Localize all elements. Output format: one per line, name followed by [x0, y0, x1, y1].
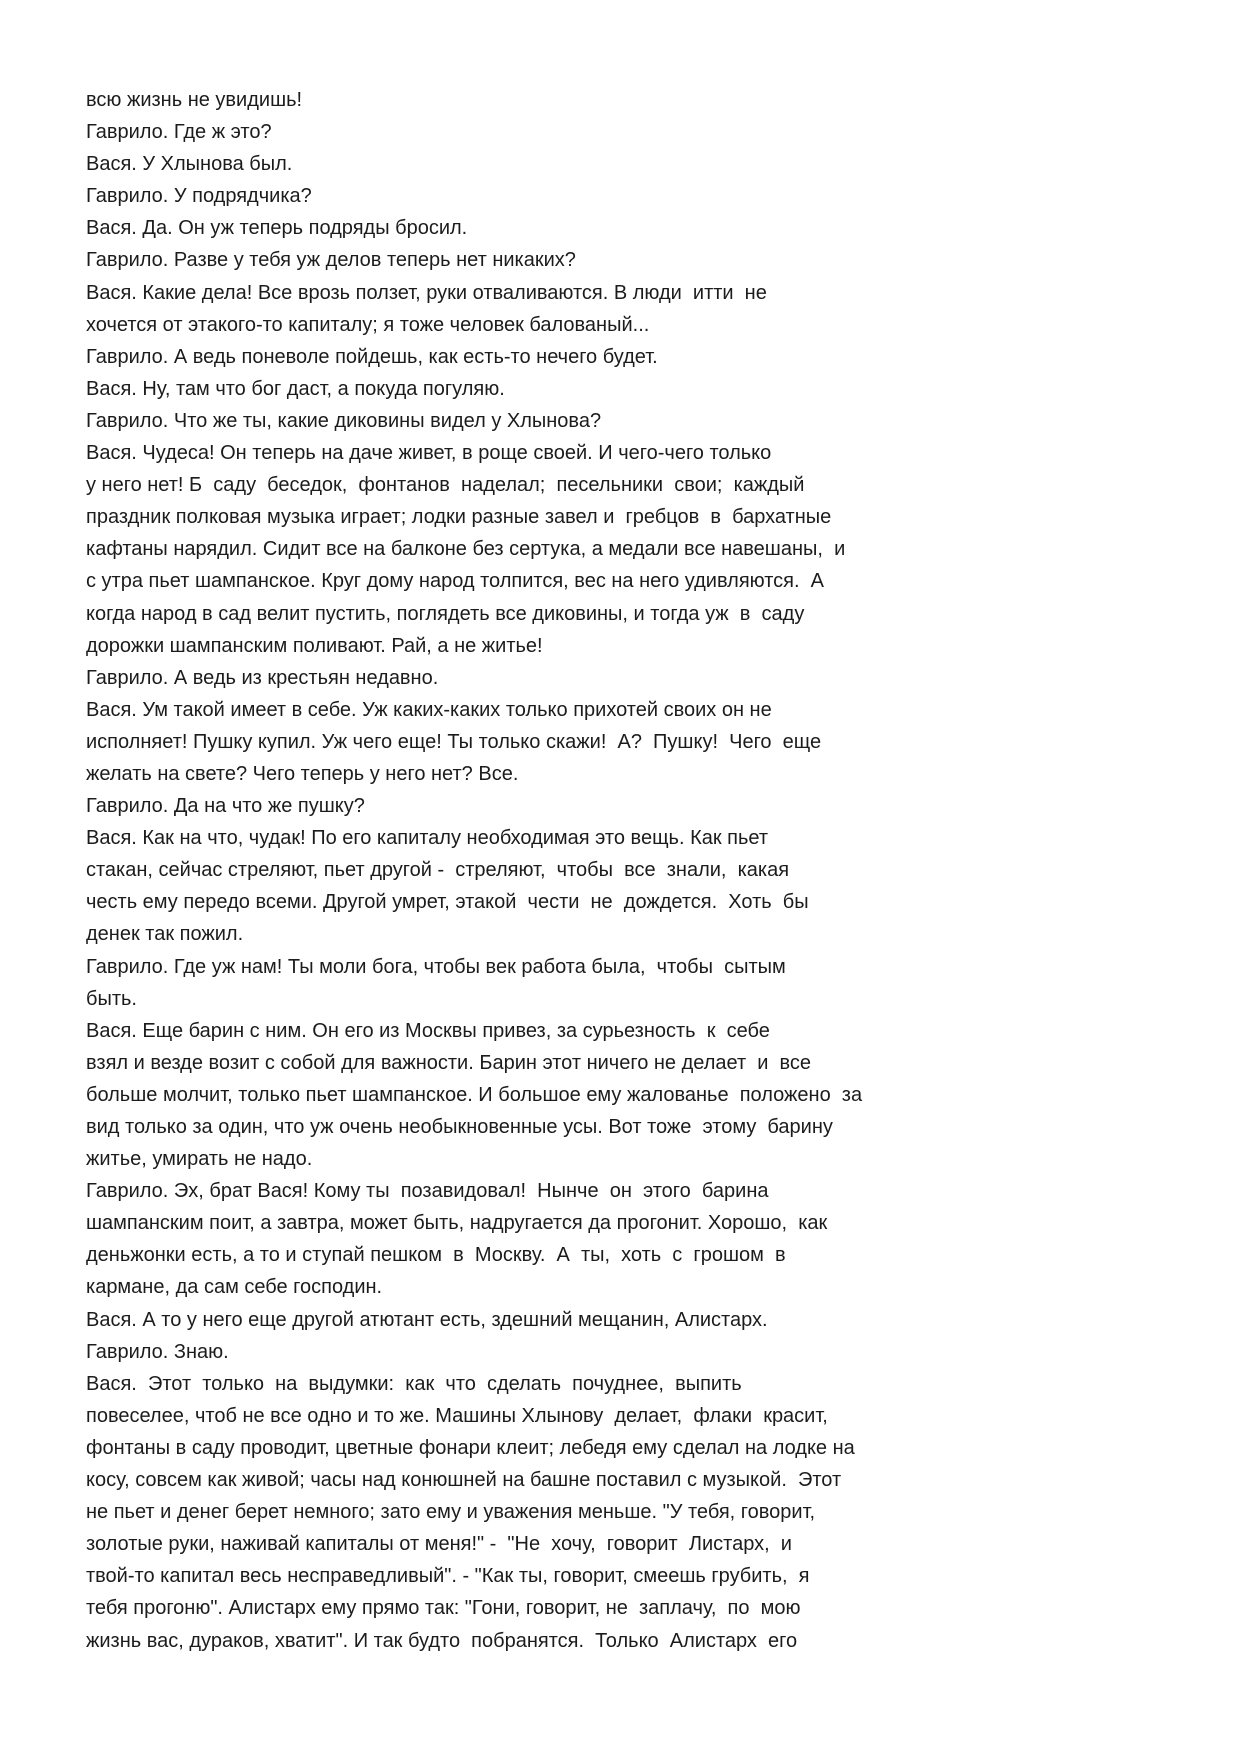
text-line: Гаврило. Эх, брат Вася! Кому ты позавидовал! Нынче он этого барина — [86, 1180, 769, 1203]
text-line: Вася. Ну, там что бог даст, а покуда погуляю. — [86, 377, 505, 400]
text-line: Вася. Ум такой имеет в себе. Уж каких-каких только прихотей своих он не — [86, 698, 772, 721]
text-line: с утра пьет шампанское. Круг дому народ толпится, вес на него удивляются. А — [86, 570, 824, 593]
text-line: взял и везде возит с собой для важности. Барин этот ничего не делает и все — [86, 1051, 812, 1074]
text-line: золотые руки, наживай капиталы от меня!" - "Не хочу, говорит Листарх, и — [86, 1533, 792, 1556]
text-line: больше молчит, только пьет шампанское. И большое ему жалованье положено за — [86, 1083, 863, 1106]
text-line: вид только за один, что уж очень необыкновенные усы. Вот тоже этому барину — [86, 1116, 833, 1138]
text-line: кармане, да сам себе господин. — [86, 1276, 383, 1299]
text-line: повеселее, чтоб не все одно и то же. Машины Хлынову делает, флаки красит, — [86, 1404, 828, 1427]
text-line: быть. — [86, 987, 137, 1010]
text-line: Вася. Этот только на выдумки: как что сделать почуднее, выпить — [86, 1372, 742, 1395]
text-line: Гаврило. У подрядчика? — [86, 185, 312, 208]
text-line: стакан, сейчас стреляют, пьет другой - стреляют, чтобы все знали, какая — [86, 859, 790, 882]
text-line: жизнь вас, дураков, хватит". И так будто побранятся. Только Алистарх его — [86, 1629, 798, 1652]
text-line: фонтаны в саду проводит, цветные фонари клеит; лебедя ему сделал на лодке на — [86, 1436, 855, 1459]
text-line: у него нет! Б саду беседок, фонтанов наделал; песельники свои; каждый — [86, 474, 805, 497]
text-line: Гаврило. А ведь поневоле пойдешь, как есть-то нечего будет. — [86, 345, 658, 368]
text-line: Гаврило. Что же ты, какие диковины видел у Хлынова? — [86, 409, 602, 432]
text-line: не пьет и денег берет немного; зато ему и уважения меньше. "У тебя, говорит, — [86, 1501, 816, 1524]
text-line: исполняет! Пушку купил. Уж чего еще! Ты только скажи! А? Пушку! Чего еще — [86, 730, 822, 753]
text-line: когда народ в сад велит пустить, поглядеть все диковины, и тогда уж в саду — [86, 602, 805, 625]
document-text — [86, 84, 1186, 1657]
text-line: денек так пожил. — [86, 923, 244, 946]
text-line: Вася. А то у него еще другой атютант есть, здешний мещанин, Алистарх. — [86, 1308, 768, 1331]
text-line: Вася. У Хлынова был. — [86, 153, 293, 176]
text-line: всю жизнь не увидишь! — [86, 89, 303, 111]
text-line: Гаврило. Знаю. — [86, 1340, 229, 1363]
text-line: честь ему передо всеми. Другой умрет, этакой чести не дождется. Хоть бы — [86, 891, 809, 914]
text-line: Вася. Еще барин с ним. Он его из Москвы привез, за сурьезность к себе — [86, 1019, 770, 1042]
text-line: шампанским поит, а завтра, может быть, надругается да прогонит. Хорошо, как — [86, 1212, 828, 1235]
text-line: Вася. Да. Он уж теперь подряды бросил. — [86, 217, 468, 240]
text-line: тебя прогоню". Алистарх ему прямо так: "Гони, говорит, не заплачу, по мою — [86, 1597, 801, 1620]
text-line: дорожки шампанским поливают. Рай, а не житье! — [86, 634, 543, 657]
text-line: хочется от этакого-то капиталу; я тоже человек балованый... — [86, 313, 650, 336]
text-line: кафтаны нарядил. Сидит все на балконе без сертука, а медали все навешаны, и — [86, 538, 846, 561]
text-line: Гаврило. Где уж нам! Ты моли бога, чтобы век работа была, чтобы сытым — [86, 955, 786, 978]
text-line: твой-то капитал весь несправедливый". - "Как ты, говорит, смеешь грубить, я — [86, 1565, 810, 1588]
text-line: Гаврило. Разве у тебя уж делов теперь нет никаких? — [86, 249, 576, 272]
text-line: Гаврило. А ведь из крестьян недавно. — [86, 666, 439, 689]
text-line: праздник полковая музыка играет; лодки разные завел и гребцов в бархатные — [86, 506, 832, 529]
text-line: Вася. Чудеса! Он теперь на даче живет, в роще своей. И чего-чего только — [86, 442, 772, 465]
text-line: Гаврило. Где ж это? — [86, 121, 272, 144]
text-line: житье, умирать не надо. — [86, 1148, 313, 1171]
text-line: Вася. Какие дела! Все врозь ползет, руки отваливаются. В люди итти не — [86, 281, 767, 304]
text-line: деньжонки есть, а то и ступай пешком в Москву. А ты, хоть с грошом в — [86, 1244, 786, 1267]
text-line: Гаврило. Да на что же пушку? — [86, 795, 365, 818]
text-line: Вася. Как на что, чудак! По его капиталу необходимая это вещь. Как пьет — [86, 827, 769, 850]
text-line: косу, совсем как живой; часы над конюшней на башне поставил с музыкой. Этот — [86, 1469, 842, 1492]
text-line: желать на свете? Чего теперь у него нет? Все. — [86, 762, 519, 785]
